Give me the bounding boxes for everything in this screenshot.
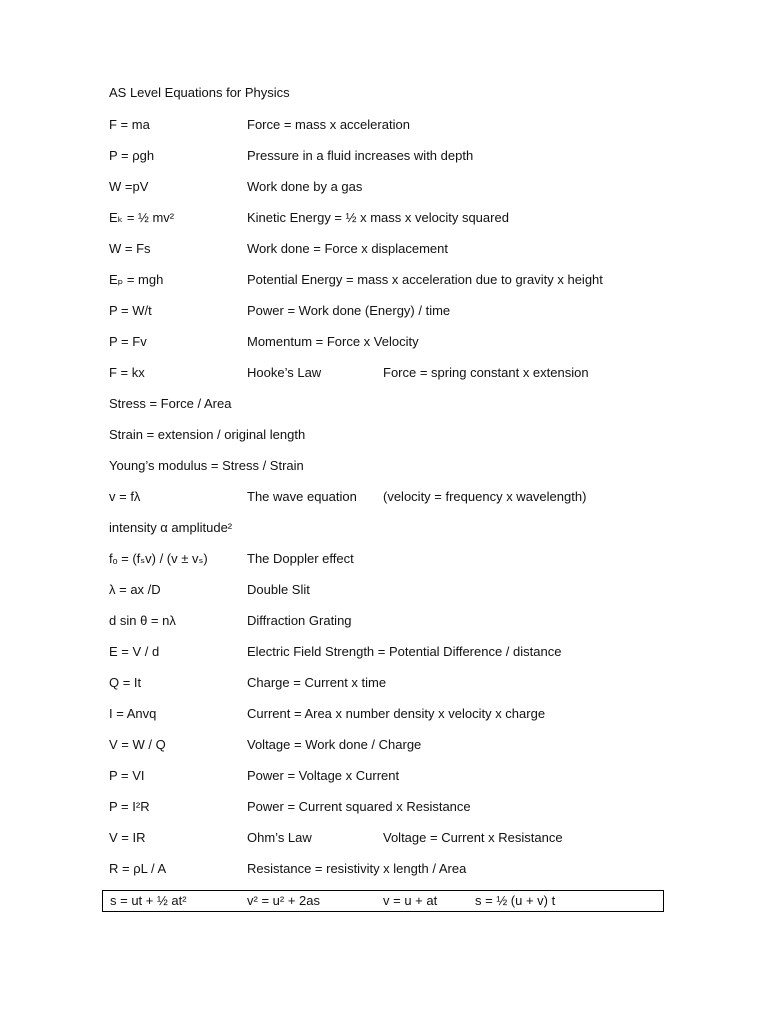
equation-row — [109, 117, 669, 148]
equation-description: Double Slit — [247, 582, 310, 597]
equation: P = Fv — [109, 334, 147, 349]
equation-row — [109, 861, 669, 892]
equation: Eₖ = ½ mv² — [109, 210, 175, 225]
equation-row — [109, 148, 669, 179]
equation-description: Momentum = Force x Velocity — [247, 334, 419, 349]
equation-note: Voltage = Current x Resistance — [383, 830, 563, 845]
equation-row — [109, 303, 669, 334]
equation-row — [109, 706, 669, 737]
equation-description: Work done by a gas — [247, 179, 363, 194]
equation-description: Electric Field Strength = Potential Difference / distance — [247, 644, 562, 659]
equation-row — [109, 799, 669, 830]
equation: W = Fs — [109, 241, 151, 256]
equation-row — [109, 520, 669, 551]
equation: Young’s modulus = Stress / Strain — [109, 458, 304, 473]
equation-description: Pressure in a fluid increases with depth — [247, 148, 474, 163]
equation: W =pV — [109, 179, 149, 194]
equation-description: Kinetic Energy = ½ x mass x velocity squared — [247, 210, 509, 225]
equation: V = IR — [109, 830, 146, 845]
equation-row — [109, 551, 669, 582]
equation: Strain = extension / original length — [109, 427, 306, 442]
equation: R = ρL / A — [109, 861, 167, 876]
equation: Q = It — [109, 675, 142, 690]
equation: E = V / d — [109, 644, 160, 659]
equation: intensity α amplitude² — [109, 520, 233, 535]
equation-row — [109, 768, 669, 799]
equation-row — [109, 210, 669, 241]
equation-row — [109, 489, 669, 520]
equation: fₒ = (fₛv) / (v ± vₛ) — [109, 551, 208, 566]
equation-note: (velocity = frequency x wavelength) — [383, 489, 587, 504]
kinematics-equation: s = ½ (u + v) t — [475, 893, 556, 908]
equation: P = VI — [109, 768, 145, 783]
equation-row — [109, 396, 669, 427]
equation: V = W / Q — [109, 737, 166, 752]
equation: d sin θ = nλ — [109, 613, 176, 628]
equation-row — [109, 613, 669, 644]
equation-description: Diffraction Grating — [247, 613, 352, 628]
equation-description: Voltage = Work done / Charge — [247, 737, 422, 752]
equation-description: Hooke’s Law — [247, 365, 322, 380]
kinematics-equation: s = ut + ½ at² — [110, 893, 187, 908]
equation: P = ρgh — [109, 148, 155, 163]
equation-row — [109, 644, 669, 675]
kinematics-equation: v² = u² + 2as — [247, 893, 320, 908]
equation-row — [109, 179, 669, 210]
equation-description: Current = Area x number density x velocity x charge — [247, 706, 546, 721]
equation-row — [109, 458, 669, 489]
equation-description: Potential Energy = mass x acceleration due to gravity x height — [247, 272, 603, 287]
equation-row — [109, 334, 669, 365]
equation: Stress = Force / Area — [109, 396, 232, 411]
equation-description: The wave equation — [247, 489, 357, 504]
equation-list — [109, 117, 669, 892]
equation-description: Power = Voltage x Current — [247, 768, 400, 783]
equation: v = fλ — [109, 489, 141, 504]
equation-description: Work done = Force x displacement — [247, 241, 448, 256]
equation: P = W/t — [109, 303, 152, 318]
equation: P = I²R — [109, 799, 150, 814]
equation-row — [109, 365, 669, 396]
equation-row — [109, 427, 669, 458]
equation-description: Charge = Current x time — [247, 675, 387, 690]
kinematics-equation: v = u + at — [383, 893, 438, 908]
equation: F = ma — [109, 117, 150, 132]
equation-description: Resistance = resistivity x length / Area — [247, 861, 467, 876]
equation: Eₚ = mgh — [109, 272, 164, 287]
equation-description: Ohm’s Law — [247, 830, 312, 845]
equation-note: Force = spring constant x extension — [383, 365, 589, 380]
equation: F = kx — [109, 365, 145, 380]
kinematics-box — [102, 890, 664, 912]
equation: λ = ax /D — [109, 582, 161, 597]
equation-description: Force = mass x acceleration — [247, 117, 410, 132]
equation-row — [109, 241, 669, 272]
equation: I = Anvq — [109, 706, 157, 721]
equation-description: Power = Current squared x Resistance — [247, 799, 471, 814]
equation-row — [109, 272, 669, 303]
page-title: AS Level Equations for Physics — [109, 85, 290, 100]
equation-description: The Doppler effect — [247, 551, 354, 566]
equation-row — [109, 582, 669, 613]
equation-row — [109, 737, 669, 768]
equation-row — [109, 675, 669, 706]
equation-row — [109, 830, 669, 861]
equation-description: Power = Work done (Energy) / time — [247, 303, 451, 318]
